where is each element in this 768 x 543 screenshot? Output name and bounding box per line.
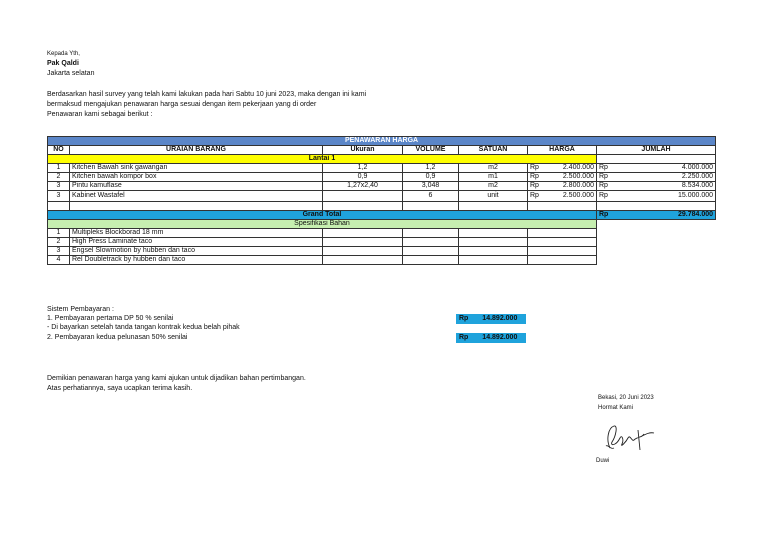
- spec-title: Spesifikasi Bahan: [48, 220, 597, 229]
- column-header-row: [48, 146, 716, 155]
- payment-amount-1: [456, 314, 526, 324]
- spec-item: Multipleks Blockborad 18 mm: [70, 229, 323, 238]
- currency-label: Rp: [530, 182, 539, 189]
- currency-label: Rp: [599, 182, 608, 189]
- intro-line-3: Penawaran kami sebagai berikut :: [47, 111, 153, 118]
- row-harga: [528, 182, 597, 191]
- header-jumlah: JUMLAH: [597, 146, 716, 155]
- header-ukuran: Ukuran: [323, 146, 403, 155]
- spec-no: 2: [48, 238, 70, 247]
- payment-line-3: 2. Pembayaran kedua pelunasan 50% senilai: [47, 334, 188, 341]
- grand-total-row: [48, 211, 716, 220]
- table-title-row: [48, 137, 716, 146]
- row-volume: 1,2: [403, 164, 459, 173]
- row-jumlah: [597, 191, 716, 202]
- spacer-row: [48, 202, 716, 211]
- table-row: [48, 182, 716, 191]
- currency-label: Rp: [459, 334, 469, 341]
- closing-line-1: Demikian penawaran harga yang kami ajukan untuk dijadikan bahan pertimbangan.: [47, 375, 306, 382]
- row-item: Kitchen Bawah sink gawangan: [70, 164, 323, 173]
- row-harga: [528, 191, 597, 202]
- row-ukuran: 0,9: [323, 173, 403, 182]
- row-satuan: m2: [459, 182, 528, 191]
- quotation-table: [47, 136, 716, 265]
- table-title: PENAWARAN HARGA: [48, 137, 716, 146]
- currency-label: Rp: [530, 192, 539, 199]
- row-volume: 0,9: [403, 173, 459, 182]
- price-value: 2.400.000: [562, 164, 594, 171]
- spec-item: Engsel Slowmotion by hubben dan taco: [70, 247, 323, 256]
- amount-value: 8.534.000: [681, 182, 714, 189]
- header-no: NO: [48, 146, 70, 155]
- grand-total-amount: [597, 211, 716, 220]
- row-satuan: unit: [459, 191, 528, 202]
- spec-row: [48, 229, 716, 238]
- currency-label: Rp: [530, 173, 539, 180]
- signature-regards: Hormat Kami: [598, 405, 634, 411]
- row-volume: 3,048: [403, 182, 459, 191]
- row-no: 1: [48, 164, 70, 173]
- currency-label: Rp: [599, 164, 608, 171]
- spec-no: 4: [48, 256, 70, 265]
- row-satuan: m2: [459, 164, 528, 173]
- row-satuan: m1: [459, 173, 528, 182]
- header-uraian: URAIAN BARANG: [70, 146, 323, 155]
- row-volume: 6: [403, 191, 459, 202]
- price-value: 2.800.000: [562, 182, 594, 189]
- amount-value: 2.250.000: [681, 173, 714, 180]
- amount-value: 15.000.000: [677, 192, 714, 199]
- row-item: Kabinet Wastafel: [70, 191, 323, 202]
- signature-place-date: Bekasi, 20 Juni 2023: [598, 395, 654, 401]
- row-harga: [528, 173, 597, 182]
- empty-cell: [597, 155, 716, 164]
- payment-amount-2-value: 14.892.000: [482, 334, 518, 341]
- row-item: Pintu kamuflase: [70, 182, 323, 191]
- currency-label: Rp: [599, 211, 609, 218]
- addressee-label: Kepada Yth,: [47, 51, 80, 57]
- spec-row: [48, 247, 716, 256]
- payment-amount-2: [456, 333, 526, 343]
- row-jumlah: [597, 182, 716, 191]
- spec-row: [48, 256, 716, 265]
- closing-line-2: Atas perhatiannya, saya ucapkan terima kasih.: [47, 385, 193, 392]
- table-row: [48, 164, 716, 173]
- header-satuan: SATUAN: [459, 146, 528, 155]
- price-value: 2.500.000: [562, 192, 594, 199]
- table-row: [48, 191, 716, 202]
- spec-item: High Press Laminate taco: [70, 238, 323, 247]
- section-label: Lantai 1: [48, 155, 597, 164]
- spec-no: 3: [48, 247, 70, 256]
- payment-amount-1-value: 14.892.000: [482, 315, 518, 322]
- row-ukuran: 1,27x2,40: [323, 182, 403, 191]
- row-no: 2: [48, 173, 70, 182]
- grand-total-value: 29.784.000: [677, 211, 714, 218]
- amount-value: 4.000.000: [681, 164, 714, 171]
- signature-name: Duwi: [596, 458, 610, 464]
- row-ukuran: 1,2: [323, 164, 403, 173]
- table-row: [48, 173, 716, 182]
- price-value: 2.500.000: [562, 173, 594, 180]
- spec-header-row: [48, 220, 716, 229]
- payment-line-1: 1. Pembayaran pertama DP 50 % senilai: [47, 315, 174, 322]
- payment-line-2: - Di bayarkan setelah tanda tangan kontrak kedua belah pihak: [47, 324, 240, 331]
- signature-image: [598, 420, 658, 456]
- spec-no: 1: [48, 229, 70, 238]
- row-no: 3: [48, 191, 70, 202]
- currency-label: Rp: [530, 164, 539, 171]
- payment-title: Sistem Pembayaran :: [47, 306, 114, 313]
- row-item: Kitchen bawah kompor box: [70, 173, 323, 182]
- currency-label: Rp: [599, 173, 608, 180]
- intro-line-1: Berdasarkan hasil survey yang telah kami lakukan pada hari Sabtu 10 juni 2023, maka dengan ini kami: [47, 91, 367, 98]
- section-row: [48, 155, 716, 164]
- recipient-name: Pak Qaldi: [47, 60, 79, 67]
- currency-label: Rp: [599, 192, 608, 199]
- recipient-location: Jakarta selatan: [47, 70, 95, 77]
- row-jumlah: [597, 173, 716, 182]
- spec-row: [48, 238, 716, 247]
- currency-label: Rp: [459, 315, 469, 322]
- row-no: 3: [48, 182, 70, 191]
- row-ukuran: [323, 191, 403, 202]
- spec-item: Rel Doubletrack by hubben dan taco: [70, 256, 323, 265]
- intro-line-2: bermaksud mengajukan penawaran harga sesuai dengan item pekerjaan yang di order: [47, 101, 317, 108]
- grand-total-label: Grand Total: [48, 211, 597, 220]
- header-volume: VOLUME: [403, 146, 459, 155]
- header-harga: HARGA: [528, 146, 597, 155]
- row-harga: [528, 164, 597, 173]
- row-jumlah: [597, 164, 716, 173]
